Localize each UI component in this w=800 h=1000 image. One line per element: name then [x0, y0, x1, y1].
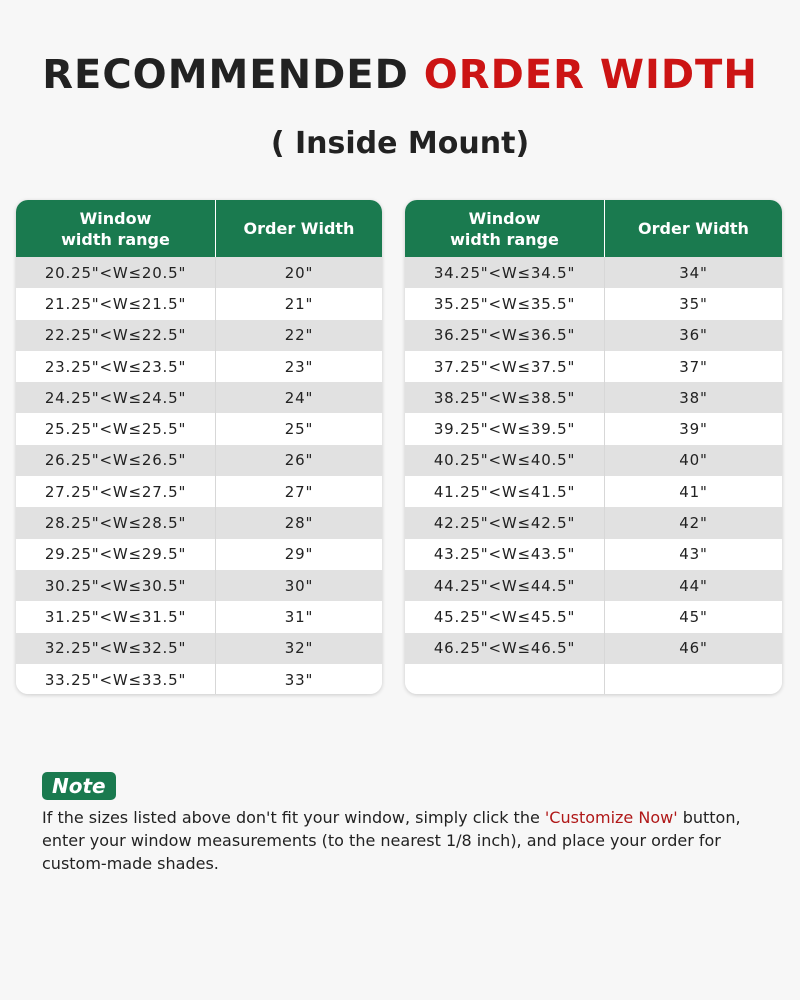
cell-window-range: 36.25"<W≤36.5"	[405, 320, 605, 351]
cell-order-width: 29"	[284, 545, 314, 564]
cell-window-range: 46.25"<W≤46.5"	[405, 633, 605, 664]
cell-order-width: 35"	[679, 294, 708, 313]
table-row	[405, 601, 782, 632]
cell-window-range: 33.25"<W≤33.5"	[16, 664, 216, 694]
cell-order-width: 30"	[284, 576, 314, 595]
cell-window-range: 42.25"<W≤42.5"	[405, 507, 605, 538]
cell-window-range: 39.25"<W≤39.5"	[405, 413, 605, 444]
table-row	[405, 257, 782, 288]
table-row	[16, 382, 382, 413]
table-row	[405, 320, 782, 351]
table-row	[405, 507, 782, 538]
cell-order-width: 23"	[284, 357, 314, 376]
header-range-line-2: width range	[450, 229, 559, 249]
cell-window-range: 38.25"<W≤38.5"	[405, 382, 605, 413]
header-range-line-1: Window	[79, 208, 152, 228]
cell-window-range: 34.25"<W≤34.5"	[405, 257, 605, 288]
table-row	[16, 320, 382, 351]
cell-window-range: 23.25"<W≤23.5"	[16, 351, 216, 382]
table-header	[16, 200, 382, 257]
cell-order-width: 46"	[679, 639, 708, 658]
title-part-2: ORDER WIDTH	[423, 52, 758, 98]
table-row	[405, 476, 782, 507]
header-window-range	[16, 200, 216, 257]
cell-window-range: 32.25"<W≤32.5"	[16, 633, 216, 664]
cell-window-range: 27.25"<W≤27.5"	[16, 476, 216, 507]
cell-window-range: 29.25"<W≤29.5"	[16, 539, 216, 570]
cell-window-range: 40.25"<W≤40.5"	[405, 445, 605, 476]
cell-order-width: 22"	[284, 326, 314, 345]
table-row	[16, 539, 382, 570]
cell-window-range: 25.25"<W≤25.5"	[16, 413, 216, 444]
table-row	[16, 476, 382, 507]
cell-order-width: 31"	[284, 607, 314, 626]
header-order-width: Order Width	[638, 219, 749, 238]
cell-window-range: 22.25"<W≤22.5"	[16, 320, 216, 351]
table-row	[405, 633, 782, 664]
header-range-line-1: Window	[468, 208, 541, 228]
customize-now-highlight: 'Customize Now'	[544, 808, 678, 827]
cell-window-range: 30.25"<W≤30.5"	[16, 570, 216, 601]
cell-window-range: 21.25"<W≤21.5"	[16, 288, 216, 319]
table-header	[405, 200, 782, 257]
table-row	[16, 570, 382, 601]
table-row	[16, 413, 382, 444]
header-range-line-2: width range	[61, 229, 170, 249]
cell-order-width: 36"	[679, 326, 708, 345]
cell-order-width: 33"	[284, 670, 314, 689]
cell-order-width: 32"	[284, 639, 314, 658]
header-order-width: Order Width	[243, 219, 355, 238]
cell-order-width: 41"	[679, 482, 708, 501]
note-text	[42, 806, 782, 875]
table-row	[16, 445, 382, 476]
table-row	[405, 413, 782, 444]
cell-window-range: 44.25"<W≤44.5"	[405, 570, 605, 601]
cell-window-range: 41.25"<W≤41.5"	[405, 476, 605, 507]
cell-order-width: 27"	[284, 482, 314, 501]
size-table-left	[16, 200, 382, 694]
cell-window-range: 31.25"<W≤31.5"	[16, 601, 216, 632]
cell-window-range: 26.25"<W≤26.5"	[16, 445, 216, 476]
cell-order-width: 21"	[284, 294, 314, 313]
cell-order-width: 45"	[679, 607, 708, 626]
cell-window-range: 35.25"<W≤35.5"	[405, 288, 605, 319]
cell-window-range	[405, 664, 605, 694]
table-row	[405, 382, 782, 413]
table-row	[405, 570, 782, 601]
cell-order-width: 40"	[679, 451, 708, 470]
cell-order-width: 28"	[284, 514, 314, 533]
table-row	[16, 633, 382, 664]
table-row	[405, 664, 782, 694]
cell-order-width: 42"	[679, 514, 708, 533]
cell-order-width: 20"	[284, 263, 314, 282]
table-row	[405, 445, 782, 476]
cell-order-width	[605, 664, 782, 694]
table-row	[405, 288, 782, 319]
table-row	[16, 601, 382, 632]
page-title	[0, 52, 800, 98]
cell-order-width: 37"	[679, 357, 708, 376]
table-row	[16, 351, 382, 382]
table-row	[405, 351, 782, 382]
title-part-1: RECOMMENDED	[42, 52, 424, 98]
table-row	[16, 664, 382, 694]
cell-order-width: 44"	[679, 576, 708, 595]
cell-order-width: 24"	[284, 388, 314, 407]
header-window-range	[405, 200, 605, 257]
cell-window-range: 43.25"<W≤43.5"	[405, 539, 605, 570]
cell-window-range: 20.25"<W≤20.5"	[16, 257, 216, 288]
cell-order-width: 26"	[284, 451, 314, 470]
cell-window-range: 24.25"<W≤24.5"	[16, 382, 216, 413]
cell-window-range: 37.25"<W≤37.5"	[405, 351, 605, 382]
table-row	[405, 539, 782, 570]
cell-order-width: 38"	[679, 388, 708, 407]
cell-window-range: 28.25"<W≤28.5"	[16, 507, 216, 538]
cell-order-width: 39"	[679, 420, 708, 439]
table-row	[16, 507, 382, 538]
note-badge: Note	[42, 772, 116, 800]
size-table-right	[405, 200, 782, 694]
cell-window-range: 45.25"<W≤45.5"	[405, 601, 605, 632]
cell-order-width: 43"	[679, 545, 708, 564]
page-subtitle: ( Inside Mount)	[270, 126, 530, 161]
note-text-before: If the sizes listed above don't fit your window, simply click the	[42, 808, 545, 827]
cell-order-width: 25"	[284, 420, 314, 439]
table-row	[16, 257, 382, 288]
table-row	[16, 288, 382, 319]
cell-order-width: 34"	[679, 263, 708, 282]
note-text-after: button, enter your window measurements (to the nearest 1/8 inch), and place your order for custom-made shades.	[42, 808, 741, 873]
